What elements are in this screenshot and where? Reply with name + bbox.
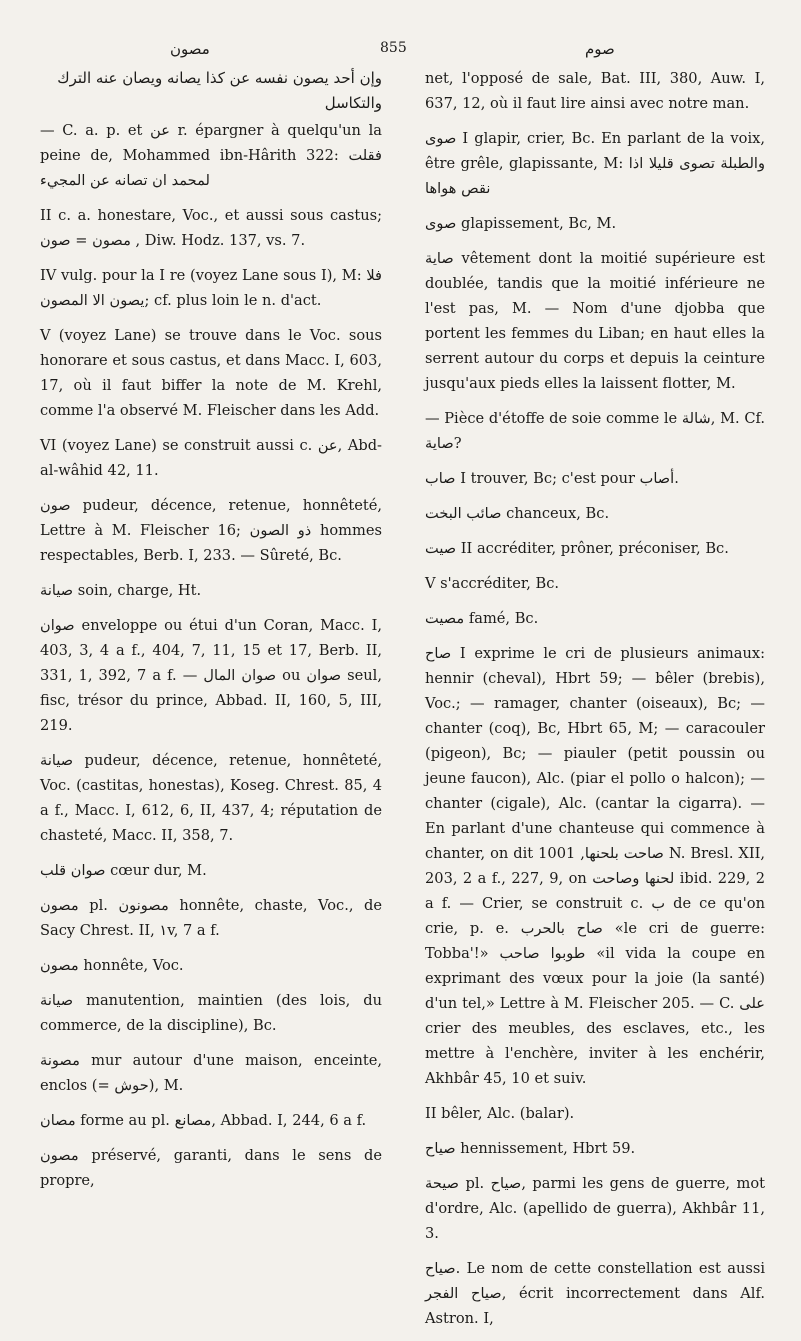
entry-paragraph: صاب I trouver, Bc; c'est pour أصاب. (425, 470, 679, 487)
entry-paragraph: مصون pl. مصونون honnête, chaste, Voc., de Sacy Chrest. II, ١v, 7 a f. (40, 897, 382, 939)
entry-paragraph: صاية vêtement dont la moitié supérieure est doublée, tandis que la moitié inférieure ne l'est pas, M. — Nom d'une djobba que portent les femmes du Liban; en haut elles la serrent autour du corps et depuis la ceinture jusqu'aux pieds elles la laissent flotter, M. (425, 250, 765, 392)
left-column (40, 66, 382, 1203)
entry-paragraph: V s'accréditer, Bc. (425, 575, 560, 592)
entry-paragraph: صائب البخت chanceux, Bc. (425, 505, 610, 522)
entry-paragraph: صياح hennissement, Hbrt 59. (425, 1140, 636, 1157)
entry-paragraph: صياح. Le nom de cette constellation est aussi صياح الفجر, écrit incorrectement dans Alf. Astron. I, (425, 1260, 765, 1327)
entry-paragraph: وإن أحد يصون نفسه عن كذا يصانه ويصان عنه الترك والتكاسل (57, 69, 382, 112)
entry-paragraph: صوى I glapir, crier, Bc. En parlant de la voix, être grêle, glapissante, M: والطبلة تصوى قليلا اذا نقص هواها (425, 130, 765, 197)
entry-paragraph: II c. a. honestare, Voc., et aussi sous castus; مصون = صون , Diw. Hodz. 137, vs. 7. (40, 207, 382, 249)
page-number: 855 (380, 40, 407, 56)
entry-paragraph: صوى glapissement, Bc, M. (425, 215, 617, 232)
entry-paragraph: صون pudeur, décence, retenue, honnêteté, Lettre à M. Fleischer 16; ذو الصون hommes respectables, Berb. I, 233. — Sûreté, Bc. (40, 497, 382, 564)
entry-paragraph: net, l'opposé de sale, Bat. III, 380, Auw. I, 637, 12, où il faut lire ainsi avec notre man. (425, 70, 765, 112)
entry-paragraph: VI (voyez Lane) se construit aussi c. عن, Abd-al-wâhid 42, 11. (40, 437, 382, 479)
entry-paragraph: صيانة manutention, maintien (des lois, du commerce, de la discipline), Bc. (40, 992, 382, 1034)
entry-paragraph: IV vulg. pour la I re (voyez Lane sous I), M: فلا يصون الا المصون; cf. plus loin le n. d'act. (40, 267, 382, 309)
running-head-left: مصون (170, 40, 210, 58)
entry-paragraph: — Pièce d'étoffe de soie comme le شالة, M. Cf. صاية? (425, 410, 765, 452)
entry-paragraph: صوان قلب cœur dur, M. (40, 862, 207, 879)
entry-paragraph: صاح I exprime le cri de plusieurs animaux: hennir (cheval), Hbrt 59; — bêler (brebis), Voc.; — ramager, chanter (oiseaux), Bc; — chanter (coq), Bc, Hbrt 65, M; — caracouler (pigeon), Bc; — piauler (petit poussin ou jeune faucon), Alc. (piar el pollo o halcon); — chanter (cigale), Alc. (cantar la cigarra). — En parlant d'une chanteuse qui commence à chanter, on dit صاحت بلحنها, 1001 N. Bresl. XII, 203, 2 a f., 227, 9, on لحنها وصاحت ibid. 229, 2 a f. — Crier, se construit c. ب de ce qu'on crie, p. e. صاح بالحرب «le cri de guerre: Tobba'!» طوبوا صاحب «il vida la coupe en exprimant des vœux pour la joie (la santé) d'un tel,» Lettre à M. Fleischer 205. — C. على crier des meubles, des esclaves, etc., les mettre à l'enchère, inviter à les enchérir, Akhbâr 45, 10 et suiv. (425, 645, 766, 1087)
entry-paragraph: مصون honnête, Voc. (40, 957, 184, 974)
entry-paragraph: صوان enveloppe ou étui d'un Coran, Macc. I, 403, 3, 4 a f., 404, 7, 11, 15 et 17, Berb. II, 331, 1, 392, 7 a f. — صوان المال ou صوان seul, fisc, trésor du prince, Abbad. II, 160, 5, III, 219. (40, 617, 382, 734)
entry-paragraph: صيحة pl. صياح, parmi les gens de guerre, mot d'ordre, Alc. (apellido de guerra), Akhbâr 11, 3. (425, 1175, 765, 1242)
entry-paragraph: مصون préservé, garanti, dans le sens de propre, (40, 1147, 382, 1189)
running-head-right: صوم (585, 40, 615, 58)
entry-paragraph: — C. a. p. et عن r. épargner à quelqu'un la peine de, Mohammed ibn-Hârith 322: فقلت لمحمد ان تصانه عن المجيء (40, 122, 382, 189)
entry-paragraph: مصونة mur autour d'une maison, enceinte, enclos (= حوش), M. (40, 1052, 382, 1094)
entry-paragraph: صيانة soin, charge, Ht. (40, 582, 202, 599)
entry-paragraph: صيت II accréditer, prôner, préconiser, Bc. (425, 540, 729, 557)
entry-paragraph: مصان forme au pl. مصانع, Abbad. I, 244, 6 a f. (40, 1112, 367, 1129)
entry-paragraph: صيانة pudeur, décence, retenue, honnêteté, Voc. (castitas, honestas), Koseg. Chrest. 85, 4 a f., Macc. I, 612, 6, II, 437, 4; réputation de chasteté, Macc. II, 358, 7. (40, 752, 382, 844)
right-column (425, 66, 765, 1341)
entry-paragraph: V (voyez Lane) se trouve dans le Voc. sous honorare et sous castus, et dans Macc. I, 603, 17, où il faut biffer la note de M. Krehl, comme l'a observé M. Fleischer dans les Add. (40, 327, 382, 419)
entry-paragraph: مصيت famé, Bc. (425, 610, 539, 627)
entry-paragraph: II bêler, Alc. (balar). (425, 1105, 575, 1122)
